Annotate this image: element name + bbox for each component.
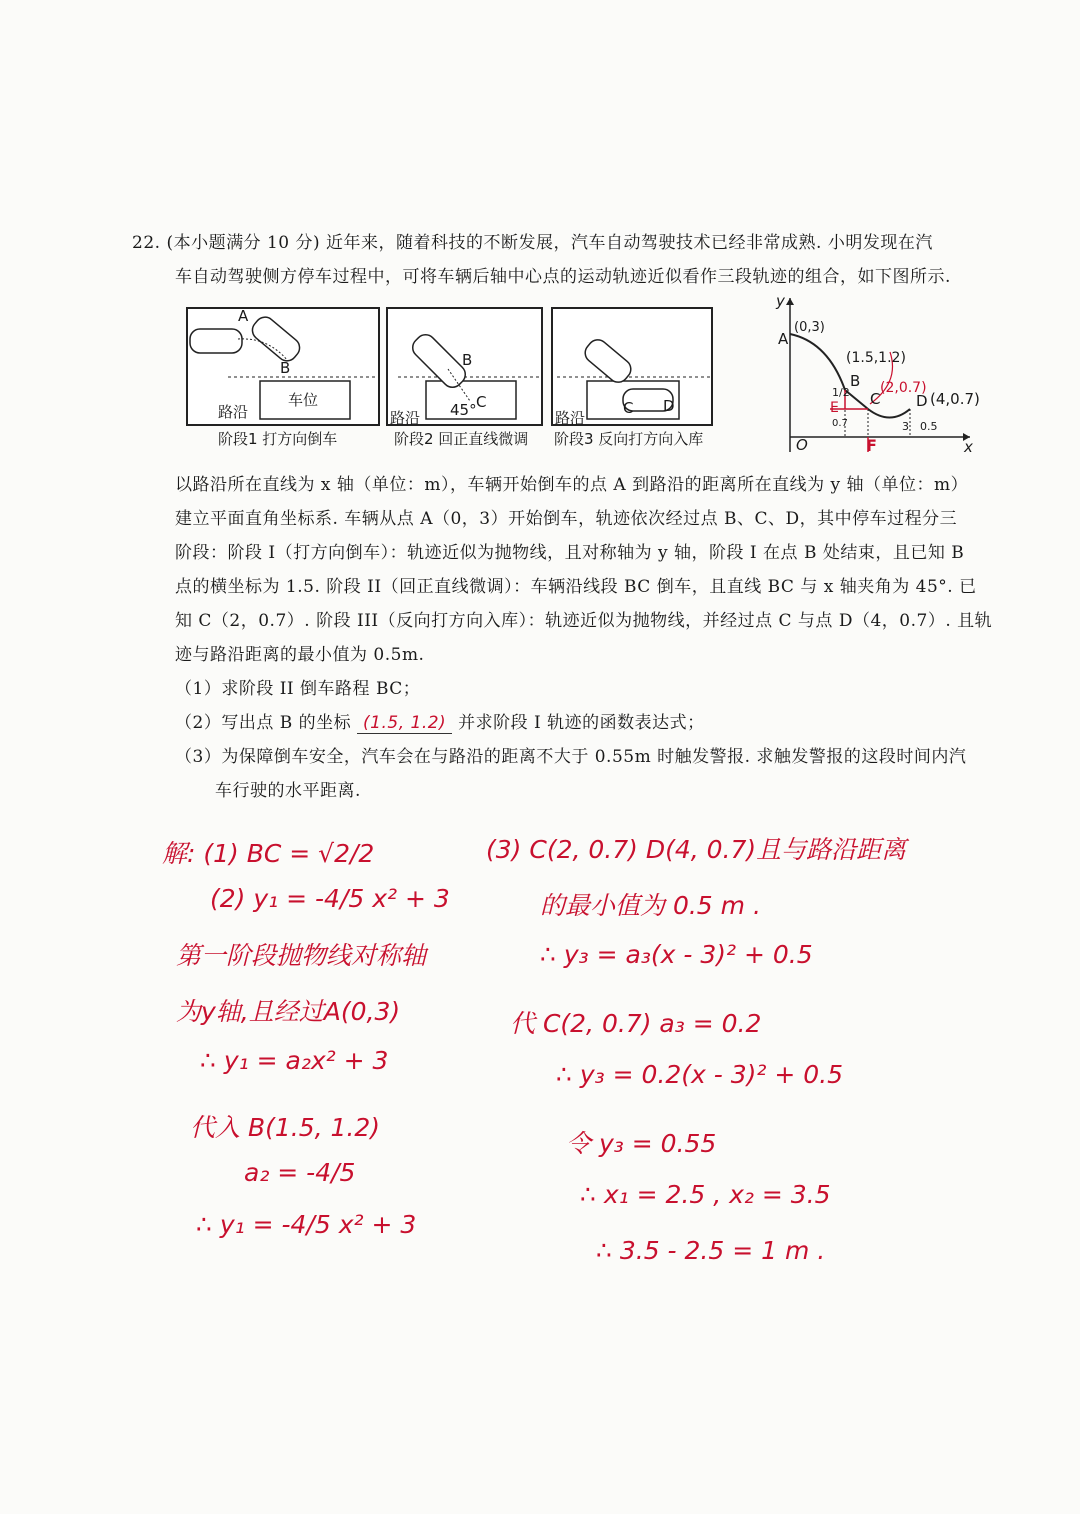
graph-ann-3: 3 bbox=[902, 420, 909, 433]
stage1-label-b: B bbox=[280, 359, 291, 377]
hw-left-5: ∴ y₁ = a₂x² + 3 bbox=[200, 1046, 389, 1075]
graph-ann-c: (2,0.7) bbox=[880, 380, 927, 396]
hw-right-8: ∴ 3.5 - 2.5 = 1 m . bbox=[596, 1236, 826, 1265]
hw-left-1: 解: (1) BC = √2/2 bbox=[162, 839, 375, 868]
stage3-label-d: D bbox=[663, 397, 675, 415]
stage3-curb: 路沿 bbox=[555, 409, 586, 427]
question-3-line-2: 车行驶的水平距离. bbox=[215, 781, 361, 801]
stage3-label-c: C bbox=[623, 399, 634, 417]
graph-y-label: y bbox=[776, 292, 785, 310]
graph-ann-half: 1/2 bbox=[832, 386, 850, 399]
question-2 bbox=[175, 708, 705, 734]
question-2-suffix: 并求阶段 I 轨迹的函数表达式； bbox=[458, 713, 705, 733]
graph-ann-07: 0.7 bbox=[832, 418, 848, 429]
car-icon bbox=[248, 313, 303, 365]
graph-origin: O bbox=[796, 436, 808, 454]
graph-point-a: A bbox=[778, 330, 789, 348]
graph-ann-d: (4,0.7) bbox=[930, 390, 980, 408]
graph-point-b: B bbox=[850, 372, 861, 390]
stage1-label-a: A bbox=[238, 307, 249, 325]
hw-right-5: ∴ y₃ = 0.2(x - 3)² + 0.5 bbox=[556, 1060, 844, 1089]
hw-left-6: 代入 B(1.5, 1.2) bbox=[190, 1113, 381, 1142]
hw-right-1: (3) C(2, 0.7) D(4, 0.7)且与路沿距离 bbox=[486, 835, 907, 864]
hw-right-6: 令 y₃ = 0.55 bbox=[566, 1129, 717, 1158]
hw-left-3: 第一阶段抛物线对称轴 bbox=[176, 941, 427, 970]
question-1: （1）求阶段 II 倒车路程 BC； bbox=[175, 679, 421, 699]
hw-left-7: a₂ = -4/5 bbox=[244, 1158, 356, 1187]
stage1-figure bbox=[186, 307, 380, 426]
problem-body-3: 阶段：阶段 I（打方向倒车）：轨迹近似为抛物线，且对称轴为 y 轴，阶段 I 在点 B 处结束，且已知 B bbox=[175, 543, 965, 563]
problem-body-2: 建立平面直角坐标系. 车辆从点 A（0，3）开始倒车，轨迹依次经过点 B、C、D，其中停车过程分三 bbox=[175, 509, 958, 529]
hw-left-4: 为y轴,且经过A(0,3) bbox=[176, 997, 401, 1026]
hw-right-7: ∴ x₁ = 2.5 , x₂ = 3.5 bbox=[580, 1180, 831, 1209]
hw-right-2: 的最小值为 0.5 m . bbox=[540, 891, 761, 920]
stage2-angle: 45° bbox=[450, 401, 477, 419]
stage2-curb: 路沿 bbox=[390, 409, 421, 427]
hw-right-4: 代 C(2, 0.7) a₃ = 0.2 bbox=[510, 1009, 762, 1038]
problem-intro-line-2: 车自动驾驶侧方停车过程中，可将车辆后轴中心点的运动轨迹近似看作三段轨迹的组合，如下图所示. bbox=[175, 267, 951, 287]
graph-ann-b: (1.5,1.2) bbox=[846, 350, 906, 366]
stage2-label-c: C bbox=[476, 393, 487, 411]
graph-point-c: C bbox=[870, 390, 881, 408]
stage1-caption: 阶段1 打方向倒车 bbox=[218, 430, 338, 448]
graph-ann-f: F bbox=[866, 436, 877, 455]
stage1-spot: 车位 bbox=[288, 391, 319, 409]
stage2-label-b: B bbox=[462, 351, 473, 369]
stage2-caption: 阶段2 回正直线微调 bbox=[394, 430, 529, 448]
stage2-figure bbox=[386, 307, 543, 426]
graph-ann-a: (0,3) bbox=[794, 320, 825, 335]
hw-right-3: ∴ y₃ = a₃(x - 3)² + 0.5 bbox=[540, 940, 813, 969]
problem-body-6: 迹与路沿距离的最小值为 0.5m. bbox=[175, 645, 425, 665]
question-2-prefix: （2）写出点 B 的坐标 bbox=[175, 713, 352, 733]
hw-left-2: (2) y₁ = -4/5 x² + 3 bbox=[210, 884, 450, 913]
answer-blank-b: (1.5, 1.2) bbox=[357, 713, 452, 734]
graph-ann-05: 0.5 bbox=[920, 420, 938, 433]
car-icon bbox=[190, 329, 242, 353]
problem-intro-line-1: 22. (本小题满分 10 分) 近年来，随着科技的不断发展，汽车自动驾驶技术已经非常成熟. 小明发现在汽 bbox=[132, 233, 933, 253]
graph-drawing bbox=[770, 292, 980, 452]
car-icon bbox=[581, 336, 635, 387]
stage3-figure bbox=[551, 307, 713, 426]
stage3-caption: 阶段3 反向打方向入库 bbox=[554, 430, 704, 448]
stage1-curb: 路沿 bbox=[218, 403, 249, 421]
problem-body-1: 以路沿所在直线为 x 轴（单位：m），车辆开始倒车的点 A 到路沿的距离所在直线为 y 轴（单位：m） bbox=[175, 475, 969, 495]
graph-x-label: x bbox=[964, 438, 973, 456]
graph-ann-e: E bbox=[830, 400, 839, 416]
problem-body-5: 知 C（2，0.7）. 阶段 III（反向打方向入库）：轨迹近似为抛物线，并经过点 C 与点 D（4，0.7）. 且轨 bbox=[175, 611, 993, 631]
problem-body-4: 点的横坐标为 1.5. 阶段 II（回正直线微调）：车辆沿线段 BC 倒车，且直线 BC 与 x 轴夹角为 45°. 已 bbox=[175, 577, 977, 597]
question-3-line-1: （3）为保障倒车安全，汽车会在与路沿的距离不大于 0.55m 时触发警报. 求触发警报的这段时间内汽 bbox=[175, 747, 967, 767]
car-icon bbox=[409, 331, 473, 392]
graph-point-d: D bbox=[916, 392, 928, 410]
hw-left-8: ∴ y₁ = -4/5 x² + 3 bbox=[196, 1210, 417, 1239]
trajectory-graph bbox=[770, 292, 980, 456]
